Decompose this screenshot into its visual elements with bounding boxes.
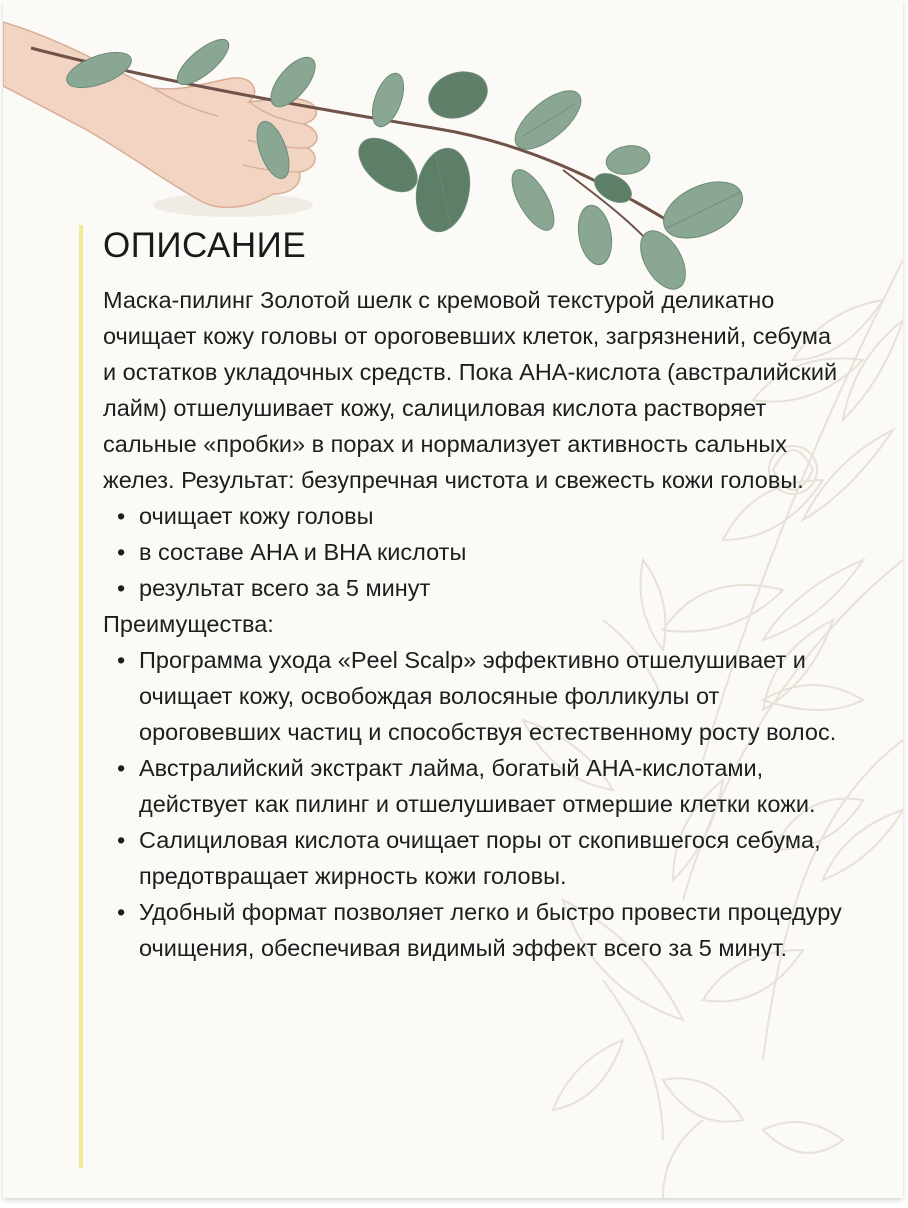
bullet-icon: • <box>117 899 126 925</box>
list-item <box>103 498 843 534</box>
list-item <box>103 894 843 966</box>
list-item <box>103 534 843 570</box>
bullet-icon: • <box>117 755 126 781</box>
bullet-icon: • <box>117 539 126 565</box>
list-item <box>103 570 843 606</box>
bullet-icon: • <box>117 575 126 601</box>
list-item-text: очищает кожу головы <box>139 503 374 529</box>
list-item-text: в составе AHA и BHA кислоты <box>139 539 467 565</box>
list-item <box>103 822 843 894</box>
bullet-icon: • <box>117 827 126 853</box>
bullet-icon: • <box>117 503 126 529</box>
list-item-text: результат всего за 5 минут <box>139 575 431 601</box>
list-item-text: Программа ухода «Peel Scalp» эффективно отшелушивает и очищает кожу, освобождая волосяные фолликулы от ороговевших частиц и способствуя естественному росту волос. <box>139 647 837 745</box>
intro-paragraph: Маска-пилинг Золотой шелк с кремовой текстурой деликатно очищает кожу головы от ороговевших клеток, загрязнений, себума и остатков укладочных средств. Пока AHA-кислота (австралийский лайм) отшелушивает кожу, салициловая кислота растворяет сальные «пробки» в порах и нормализует активность сальных желез. Результат: безупречная чистота и свежесть кожи головы. <box>103 287 838 493</box>
bullet-icon: • <box>117 647 126 673</box>
description-card <box>3 0 903 1198</box>
section-title: ОПИСАНИЕ <box>103 226 307 265</box>
description-content <box>103 222 843 966</box>
list-item-text: Австралийский экстракт лайма, богатый AHA-кислотами, действует как пилинг и отшелушивает отмершие клетки кожи. <box>139 755 816 817</box>
list-item-text: Удобный формат позволяет легко и быстро провести процедуру очищения, обеспечивая видимый эффект всего за 5 минут. <box>139 899 842 961</box>
list-item-text: Салициловая кислота очищает поры от скопившегося себума, предотвращает жирность кожи головы. <box>139 827 821 889</box>
list-item <box>103 642 843 750</box>
benefits-heading: Преимущества: <box>103 611 274 637</box>
feature-list <box>103 498 843 606</box>
list-item <box>103 750 843 822</box>
benefits-list <box>103 642 843 966</box>
accent-bar <box>79 225 83 1168</box>
